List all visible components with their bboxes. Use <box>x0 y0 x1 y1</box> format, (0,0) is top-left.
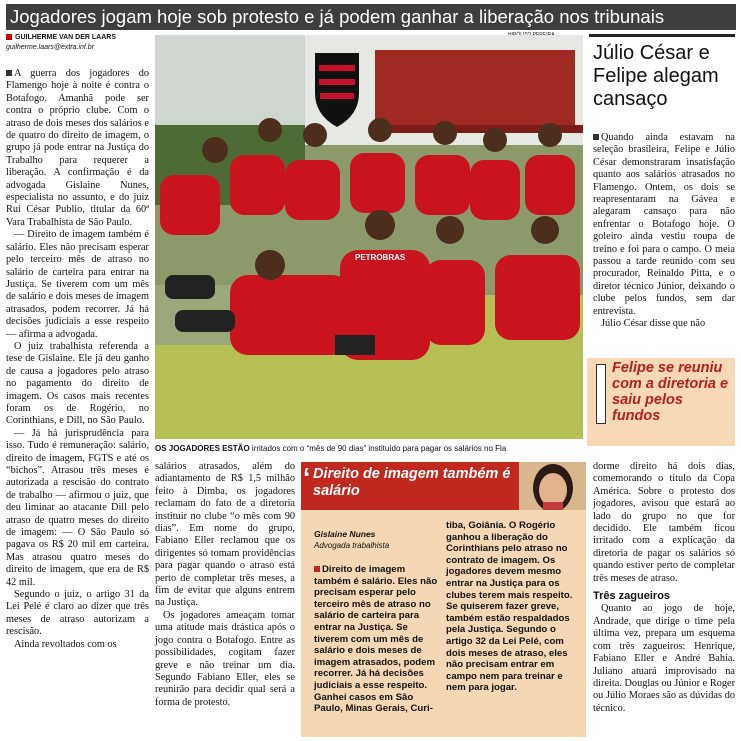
byline-email[interactable]: guilherme.laars@extra.inf.br <box>6 44 95 51</box>
bullet-icon <box>314 566 320 572</box>
gislaine-portrait <box>519 462 586 510</box>
photo-caption: OS JOGADORES ESTÃO irritados com o “mês de 90 dias” instituído para pagar os salários no Fla <box>155 444 507 453</box>
quote-author-name: Gislaine Nunes <box>314 529 376 539</box>
article-column-1: A guerra dos jogadores do Flamengo hoje à noite é contra o Botafogo. Amanhã pode ser contra o próprio clube. Com o atraso de dois meses dos salários e de quatro do direito de imagem, o grupo já pode entrar na Justiça do Trabalho para requerer a liberação. A confirmação é da advogada Gislaine Nunes, especialista no assunto, e do juiz Rui César Publio, titular da 60ª Vara Trabalhista de São Paulo. — Direito de imagem também é salário. Eles não precisam esperar pelo terceiro mês de atraso no salário de carteira para entrar na Justiça. Se tiverem com um mês de salário e dois meses de imagem atrasados, podem recorrer. Já há decisões judiciais a esse respeito — afirma a advogada. O juiz trabalhista referenda a tese de Gislaine. Ele já deu ganho de causa a jogadores pelo atraso no pagamento do direito de imagem. Os casos mais recentes foram os de Rogério, no Corinthians, e Dill, no São Paulo. — Já há jurisprudência para isso. Tudo é remuneração: salário, direito de imagem, FGTS e até os “bichos”. Atrasou três meses é autorizada a rescisão do contrato de trabalho — afirmou o juiz, que deu liminar ao atacante Dill pelo atraso de quatro meses do direito de imagem: — O São Paulo só pagava os R$ 20 mil em carteira. Mas atrasou quatro meses do direito de imagem, que era de R$ 42 mil. Segundo o juiz, o artigo 31 da Lei Pelé é claro ao dizer que três meses de atraso autorizam a rescisão. Ainda revoltados com os <box>6 68 149 650</box>
quote-author-role: Advogada trabalhista <box>314 541 390 550</box>
sidebar-quote: Felipe se reuniu com a diretoria e saiu pelos fundos <box>612 360 729 424</box>
headline: Jogadores jogam hoje sob protesto e já podem ganhar a liberação nos tribunais <box>6 4 736 30</box>
bullet-icon <box>6 70 12 76</box>
quote-box-title: Direito de imagem também é salário <box>313 466 511 499</box>
sidebar-rule <box>589 34 735 37</box>
article-column-2: salários atrasados, além do adiantamento de R$ 1,5 milhão feito à Dimba, os jogadores reclamam do fato de a diretoria instituir no clube “o mês com 90 dias”. Em nome do grupo, Fabiano Eller reclamou que os dirigentes só tomam providências para pagar quando o atraso está perto de completar três meses, a fim de evitar que alguns entrem na Justiça. Os jogadores ameaçam tomar uma atitude mais drástica após o jogo contra o Botafogo. Entre as possibilidades, cogitam fazer greve e não treinar um dia. Segundo Fabiano Eller, eles se reunirão para decidir qual será a forma de protesto. <box>155 461 295 708</box>
sidebar-subheading: Três zagueiros <box>593 590 671 603</box>
sidebar-title: Júlio César e Felipe alegam cansaço <box>593 42 719 110</box>
quote-mark-icon: ‘ <box>303 462 311 492</box>
exclamation-icon <box>596 364 606 424</box>
quote-box-text-left: Direito de imagem também é salário. Eles não precisam esperar pelo terceiro mês de atraso no salário de carteira para entrar na Justiça. Se tiverem com um mês de salário e dois meses de imagem atrasados, podem recorrer. Já há decisões judiciais a esse respeito. Ganhei casos em São Paulo, Minas Gerais, Curi- <box>314 564 438 715</box>
bullet-icon <box>593 134 599 140</box>
team-photo <box>155 35 583 439</box>
sidebar-text-2: dorme direito há dois dias, comemorando o título da Copa América. Sobre o protesto dos jogadores, avisou que estará ao lado do grupo no que for decidido. Ele também ficou irritado com a explicação da diretoria de pagar os salários só quando estiver perto de completar três meses de atraso. Três zagueiros Quanto ao jogo de hoje, Andrade, que dirige o time pela última vez, prepara um esquema com três zagueiros: Henrique, Fabiano Eller e André Bahia. Juliano atuará improvisado na direita. Douglas ou Júnior e Roger ou Júlio Moraes são as dúvidas do técnico. <box>593 461 735 714</box>
quote-box-text-right: tiba, Goiânia. O Rogério ganhou a liberação do Corinthians pelo atraso no contrato de imagem. Os jogadores devem mesmo entrar na Justiça para os clubes terem mais respeito. Se quiserem fazer greve, também estão respaldados pela Justiça. Segundo o artigo 32 da Lei Pelé, com dois meses de atraso, eles não precisam entrar em campo nem para treinar e nem para jogar. <box>446 520 573 694</box>
shirt-sponsor: PETROBRAS <box>355 253 406 262</box>
sidebar-text-1: Quando ainda estavam na seleção brasileira, Felipe e Júlio César demonstraram insatisfação quanto aos salários atrasados no Flamengo. Ontem, os dois se reapresentaram na Gávea e alegaram cansaço para não enfrentar o Botafogo hoje. O goleiro ainda vestiu roupa de treino e foi para o campo. O meia passou a tarde reunido com seu procurador, Reinaldo Pitta, e o diretor técnico Júnior, deixando o clube pelos fundos, sem dar entrevista. Júlio César disse que não <box>593 132 735 330</box>
byline-author: GUILHERME VAN DER LAARS <box>6 34 116 41</box>
